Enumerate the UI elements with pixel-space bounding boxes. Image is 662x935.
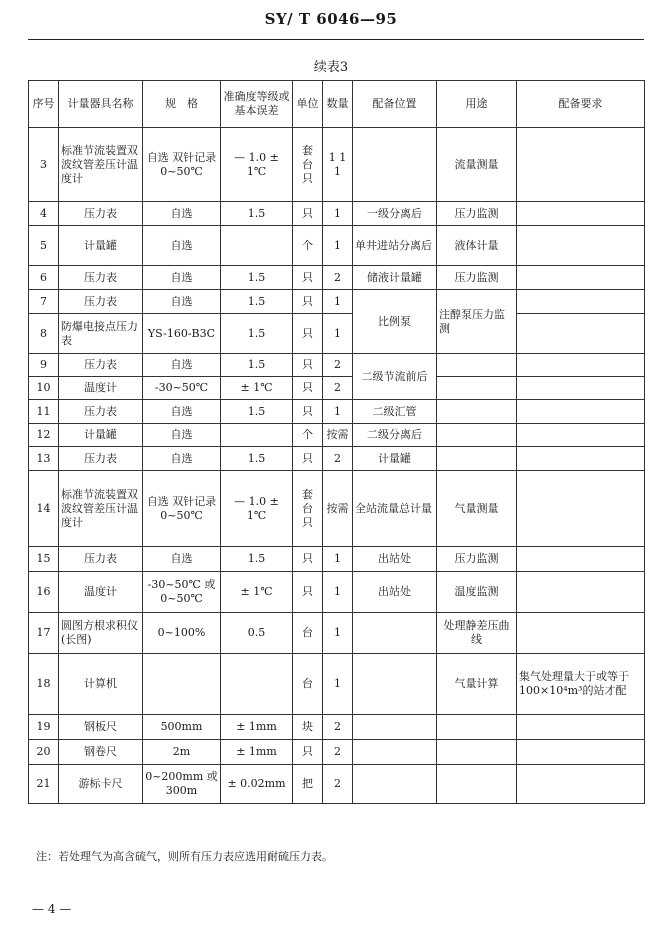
cell-accuracy [221, 226, 293, 266]
cell-accuracy: ± 1℃ [221, 572, 293, 613]
cell-use [437, 715, 517, 740]
cell-name: 游标卡尺 [59, 765, 143, 804]
cell-accuracy: ± 1mm [221, 715, 293, 740]
cell-accuracy: 1.5 [221, 314, 293, 354]
col-header-unit: 单位 [293, 81, 323, 128]
cell-no: 13 [29, 447, 59, 471]
cell-qty: 1 [323, 226, 353, 266]
cell-use [437, 765, 517, 804]
cell-no: 8 [29, 314, 59, 354]
cell-no: 17 [29, 613, 59, 654]
cell-qty: 2 [323, 354, 353, 377]
cell-name: 钢卷尺 [59, 740, 143, 765]
cell-name: 压力表 [59, 354, 143, 377]
cell-location [353, 740, 437, 765]
col-header-requirement: 配备要求 [517, 81, 645, 128]
cell-requirement [517, 128, 645, 202]
cell-no: 18 [29, 654, 59, 715]
cell-location: 二级汇管 [353, 400, 437, 424]
cell-name: 圆图方根求积仪(长图) [59, 613, 143, 654]
cell-accuracy: 1.5 [221, 547, 293, 572]
cell-no: 4 [29, 202, 59, 226]
cell-name: 防爆电接点压力表 [59, 314, 143, 354]
cell-spec: 2m [143, 740, 221, 765]
table-row [29, 128, 645, 202]
cell-no: 10 [29, 377, 59, 400]
cell-location [353, 128, 437, 202]
table-row [29, 314, 645, 354]
table-row [29, 715, 645, 740]
cell-accuracy: ± 1℃ [221, 377, 293, 400]
cell-qty: 按需 [323, 471, 353, 547]
page-number: — 4 — [32, 902, 72, 916]
cell-unit: 个 [293, 226, 323, 266]
cell-qty: 1 [323, 290, 353, 314]
table-row [29, 266, 645, 290]
cell-qty: 2 [323, 765, 353, 804]
cell-spec: YS-160-B3C [143, 314, 221, 354]
cell-unit: 套 台 只 [293, 128, 323, 202]
cell-use [437, 447, 517, 471]
cell-use: 注醇泵压力监测 [437, 290, 517, 354]
cell-requirement [517, 765, 645, 804]
cell-spec: -30~50℃ [143, 377, 221, 400]
cell-name: 计算机 [59, 654, 143, 715]
cell-no: 15 [29, 547, 59, 572]
cell-unit: 只 [293, 547, 323, 572]
cell-name: 压力表 [59, 266, 143, 290]
table-footnote: 注：若处理气为高含硫气，则所有压力表应选用耐硫压力表。 [36, 850, 333, 863]
equipment-table [28, 80, 645, 804]
cell-spec: 自选 [143, 290, 221, 314]
table-row [29, 547, 645, 572]
cell-qty: 1 1 1 [323, 128, 353, 202]
cell-spec: 自选 [143, 226, 221, 266]
cell-name: 压力表 [59, 400, 143, 424]
cell-unit: 个 [293, 424, 323, 447]
cell-spec: 自选 [143, 266, 221, 290]
cell-unit: 只 [293, 266, 323, 290]
cell-accuracy: ± 0.02mm [221, 765, 293, 804]
table-row [29, 290, 645, 314]
table-row [29, 424, 645, 447]
cell-no: 20 [29, 740, 59, 765]
cell-no: 11 [29, 400, 59, 424]
cell-use: 压力监测 [437, 547, 517, 572]
cell-location: 比例泵 [353, 290, 437, 354]
col-header-spec: 规 格 [143, 81, 221, 128]
cell-unit: 只 [293, 377, 323, 400]
cell-location [353, 715, 437, 740]
cell-location: 计量罐 [353, 447, 437, 471]
cell-location [353, 654, 437, 715]
cell-location [353, 613, 437, 654]
cell-requirement [517, 400, 645, 424]
cell-unit: 块 [293, 715, 323, 740]
cell-accuracy: 1.5 [221, 400, 293, 424]
cell-requirement [517, 266, 645, 290]
cell-unit: 只 [293, 447, 323, 471]
cell-use: 压力监测 [437, 266, 517, 290]
cell-requirement [517, 572, 645, 613]
cell-spec: 自选 [143, 354, 221, 377]
cell-use: 气量测量 [437, 471, 517, 547]
cell-location [353, 765, 437, 804]
col-header-accuracy: 准确度等级或基本误差 [221, 81, 293, 128]
table-row [29, 377, 645, 400]
table-row [29, 654, 645, 715]
table-row [29, 740, 645, 765]
col-header-qty: 数量 [323, 81, 353, 128]
cell-spec [143, 654, 221, 715]
cell-location: 储液计量罐 [353, 266, 437, 290]
cell-use [437, 354, 517, 377]
cell-name: 压力表 [59, 447, 143, 471]
cell-qty: 2 [323, 740, 353, 765]
cell-qty: 1 [323, 547, 353, 572]
cell-no: 5 [29, 226, 59, 266]
table-row [29, 765, 645, 804]
cell-spec: 自选 [143, 547, 221, 572]
cell-use [437, 377, 517, 400]
cell-spec: 0~200mm 或 300m [143, 765, 221, 804]
cell-unit: 只 [293, 740, 323, 765]
table-header [29, 81, 645, 128]
cell-qty: 2 [323, 715, 353, 740]
cell-no: 21 [29, 765, 59, 804]
cell-accuracy: 1.5 [221, 202, 293, 226]
cell-no: 12 [29, 424, 59, 447]
cell-unit: 只 [293, 400, 323, 424]
cell-requirement [517, 354, 645, 377]
cell-spec: 自选 双针记录 0~50℃ [143, 128, 221, 202]
cell-qty: 1 [323, 613, 353, 654]
table-body [29, 128, 645, 804]
cell-location: 全站流量总计量 [353, 471, 437, 547]
cell-accuracy [221, 654, 293, 715]
cell-requirement [517, 314, 645, 354]
cell-name: 计量罐 [59, 424, 143, 447]
cell-spec: 自选 [143, 447, 221, 471]
cell-accuracy: 1.5 [221, 290, 293, 314]
cell-no: 3 [29, 128, 59, 202]
cell-spec: 自选 [143, 400, 221, 424]
table-row [29, 400, 645, 424]
table-row [29, 613, 645, 654]
cell-accuracy: — 1.0 ± 1℃ [221, 471, 293, 547]
cell-spec: 0~100% [143, 613, 221, 654]
cell-qty: 1 [323, 202, 353, 226]
cell-name: 计量罐 [59, 226, 143, 266]
cell-use: 处理静差压曲线 [437, 613, 517, 654]
cell-accuracy: 0.5 [221, 613, 293, 654]
cell-accuracy: 1.5 [221, 354, 293, 377]
cell-use [437, 400, 517, 424]
cell-qty: 2 [323, 266, 353, 290]
cell-unit: 只 [293, 202, 323, 226]
cell-no: 7 [29, 290, 59, 314]
table-row [29, 447, 645, 471]
cell-unit: 套 台 只 [293, 471, 323, 547]
cell-use: 液体计量 [437, 226, 517, 266]
cell-use [437, 424, 517, 447]
cell-location: 二级节流前后 [353, 354, 437, 400]
cell-requirement [517, 290, 645, 314]
cell-location: 一级分离后 [353, 202, 437, 226]
cell-name: 标准节流装置双波纹管差压计温度计 [59, 128, 143, 202]
cell-unit: 台 [293, 613, 323, 654]
cell-accuracy [221, 424, 293, 447]
cell-qty: 2 [323, 377, 353, 400]
cell-no: 14 [29, 471, 59, 547]
cell-spec: 自选 双针记录 0~50℃ [143, 471, 221, 547]
table-caption: 续表3 [313, 60, 349, 75]
cell-accuracy: 1.5 [221, 447, 293, 471]
col-header-name: 计量器具名称 [59, 81, 143, 128]
col-header-use: 用途 [437, 81, 517, 128]
cell-location: 出站处 [353, 547, 437, 572]
cell-name: 压力表 [59, 290, 143, 314]
cell-use: 流量测量 [437, 128, 517, 202]
cell-accuracy: 1.5 [221, 266, 293, 290]
cell-spec: 500mm [143, 715, 221, 740]
table-row [29, 202, 645, 226]
cell-qty: 2 [323, 447, 353, 471]
cell-spec: -30~50℃ 或 0~50℃ [143, 572, 221, 613]
cell-name: 温度计 [59, 572, 143, 613]
cell-requirement [517, 715, 645, 740]
cell-unit: 只 [293, 314, 323, 354]
cell-name: 标准节流装置双波纹管差压计温度计 [59, 471, 143, 547]
cell-no: 16 [29, 572, 59, 613]
cell-use [437, 740, 517, 765]
cell-location: 二级分离后 [353, 424, 437, 447]
cell-requirement [517, 740, 645, 765]
cell-requirement [517, 547, 645, 572]
cell-name: 温度计 [59, 377, 143, 400]
cell-qty: 1 [323, 572, 353, 613]
cell-qty: 1 [323, 654, 353, 715]
cell-no: 9 [29, 354, 59, 377]
cell-qty: 1 [323, 314, 353, 354]
cell-requirement [517, 471, 645, 547]
cell-qty: 按需 [323, 424, 353, 447]
cell-use: 温度监测 [437, 572, 517, 613]
cell-unit: 只 [293, 572, 323, 613]
header-rule [28, 39, 644, 40]
cell-use: 气量计算 [437, 654, 517, 715]
cell-name: 压力表 [59, 547, 143, 572]
cell-no: 6 [29, 266, 59, 290]
cell-requirement [517, 613, 645, 654]
col-header-no: 序号 [29, 81, 59, 128]
cell-accuracy: — 1.0 ± 1℃ [221, 128, 293, 202]
cell-requirement [517, 447, 645, 471]
cell-requirement [517, 377, 645, 400]
col-header-location: 配备位置 [353, 81, 437, 128]
table-row [29, 471, 645, 547]
table-row [29, 572, 645, 613]
standard-code-header: SY/ T 6046—95 [264, 10, 398, 28]
cell-name: 压力表 [59, 202, 143, 226]
cell-unit: 台 [293, 654, 323, 715]
cell-requirement [517, 202, 645, 226]
cell-unit: 只 [293, 290, 323, 314]
cell-requirement: 集气处理量大于或等于100×10⁴m³的站才配 [517, 654, 645, 715]
cell-accuracy: ± 1mm [221, 740, 293, 765]
cell-requirement [517, 226, 645, 266]
cell-spec: 自选 [143, 202, 221, 226]
cell-spec: 自选 [143, 424, 221, 447]
cell-no: 19 [29, 715, 59, 740]
cell-name: 钢板尺 [59, 715, 143, 740]
table-row [29, 354, 645, 377]
table-row [29, 226, 645, 266]
cell-unit: 只 [293, 354, 323, 377]
cell-requirement [517, 424, 645, 447]
cell-qty: 1 [323, 400, 353, 424]
cell-location: 出站处 [353, 572, 437, 613]
cell-location: 单井进站分离后 [353, 226, 437, 266]
cell-unit: 把 [293, 765, 323, 804]
cell-use: 压力监测 [437, 202, 517, 226]
